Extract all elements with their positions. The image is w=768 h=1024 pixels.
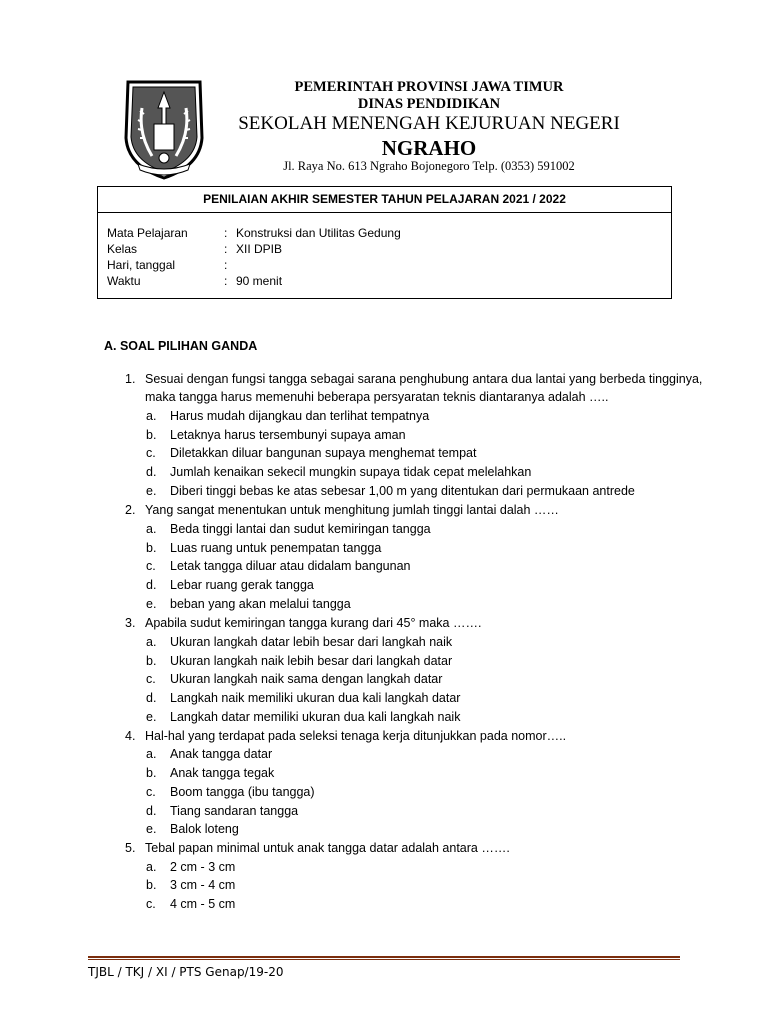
info-label: Kelas — [107, 242, 138, 256]
option-letter: a. — [146, 747, 157, 761]
question-number: 1. — [125, 372, 136, 386]
header-department: DINAS PENDIDIKAN — [357, 96, 501, 112]
question-number: 2. — [125, 503, 136, 517]
info-value: XII DPIB — [236, 242, 283, 256]
question-text: Yang sangat menentukan untuk menghitung jumlah tinggi lantai dalah …… — [145, 503, 559, 517]
option-text: Langkah datar memiliki ukuran dua kali langkah naik — [170, 710, 461, 724]
option-text: 2 cm - 3 cm — [170, 860, 236, 874]
option-letter: b. — [146, 766, 157, 780]
exam-info-box — [97, 186, 672, 299]
option-text: Ukuran langkah naik sama dengan langkah datar — [170, 672, 443, 686]
option-letter: a. — [146, 635, 157, 649]
info-label: Mata Pelajaran — [107, 226, 188, 240]
info-label: Hari, tanggal — [107, 258, 176, 272]
option-letter: c. — [146, 785, 156, 799]
option-letter: b. — [146, 428, 157, 442]
option-text: 3 cm - 4 cm — [170, 878, 236, 892]
option-text: Balok loteng — [170, 822, 239, 836]
question-text: Apabila sudut kemiringan tangga kurang dari 45° maka ……. — [145, 616, 482, 630]
option-text: Anak tangga datar — [170, 747, 273, 761]
option-text: Tiang sandaran tangga — [170, 804, 299, 818]
option-letter: b. — [146, 541, 157, 555]
option-text: beban yang akan melalui tangga — [170, 597, 351, 611]
option-letter: c. — [146, 672, 156, 686]
header-school-type: SEKOLAH MENENGAH KEJURUAN NEGERI — [238, 113, 620, 134]
option-letter: a. — [146, 409, 157, 423]
question-text-continued: maka tangga harus memenuhi beberapa persyaratan teknis diantaranya adalah ….. — [145, 390, 609, 404]
option-text: Langkah naik memiliki ukuran dua kali langkah datar — [170, 691, 461, 705]
option-text: Diletakkan diluar bangunan supaya menghemat tempat — [170, 446, 477, 460]
option-text: Beda tinggi lantai dan sudut kemiringan tangga — [170, 522, 431, 536]
question-number: 4. — [125, 729, 136, 743]
question-text: Hal-hal yang terdapat pada seleksi tenaga kerja ditunjukkan pada nomor….. — [145, 729, 567, 743]
footer-divider-thin — [88, 959, 680, 960]
option-text: Luas ruang untuk penempatan tangga — [170, 541, 382, 555]
option-letter: e. — [146, 597, 157, 611]
footer-text: TJBL / TKJ / XI / PTS Genap/19-20 — [88, 965, 284, 979]
info-colon: : — [224, 274, 228, 288]
question-text: Sesuai dengan fungsi tangga sebagai sarana penghubung antara dua lantai yang berbeda tingginya, — [145, 372, 703, 386]
option-letter: a. — [146, 860, 157, 874]
option-letter: e. — [146, 822, 157, 836]
option-letter: d. — [146, 804, 157, 818]
option-letter: e. — [146, 710, 157, 724]
option-text: Ukuran langkah naik lebih besar dari langkah datar — [170, 654, 453, 668]
option-letter: c. — [146, 559, 156, 573]
option-text: Boom tangga (ibu tangga) — [170, 785, 315, 799]
info-value: 90 menit — [236, 274, 283, 288]
header-address: Jl. Raya No. 613 Ngraho Bojonegoro Telp. (0353) 591002 — [283, 159, 575, 173]
header-government: PEMERINTAH PROVINSI JAWA TIMUR — [294, 79, 564, 95]
option-letter: a. — [146, 522, 157, 536]
jawa-timur-crest-icon — [122, 78, 206, 182]
question-number: 3. — [125, 616, 136, 630]
option-text: Harus mudah dijangkau dan terlihat tempatnya — [170, 409, 430, 423]
option-letter: d. — [146, 465, 157, 479]
question-text: Tebal papan minimal untuk anak tangga datar adalah antara ……. — [145, 841, 510, 855]
option-letter: b. — [146, 878, 157, 892]
option-text: Ukuran langkah datar lebih besar dari langkah naik — [170, 635, 453, 649]
info-colon: : — [224, 242, 228, 256]
exam-title: PENILAIAN AKHIR SEMESTER TAHUN PELAJARAN 2021 / 2022 — [98, 187, 671, 213]
footer-divider — [88, 956, 680, 958]
option-text: Letak tangga diluar atau didalam bangunan — [170, 559, 411, 573]
info-value: Konstruksi dan Utilitas Gedung — [236, 226, 401, 240]
header-school-name: NGRAHO — [381, 136, 477, 160]
option-text: Letaknya harus tersembunyi supaya aman — [170, 428, 406, 442]
info-label: Waktu — [107, 274, 141, 288]
info-colon: : — [224, 258, 228, 272]
option-text: 4 cm - 5 cm — [170, 897, 236, 911]
option-letter: e. — [146, 484, 157, 498]
option-text: Diberi tinggi bebas ke atas sebesar 1,00 m yang ditentukan dari permukaan antrede — [170, 484, 635, 498]
section-title: A. SOAL PILIHAN GANDA — [104, 339, 258, 353]
option-text: Anak tangga tegak — [170, 766, 275, 780]
info-colon: : — [224, 226, 228, 240]
option-text: Jumlah kenaikan sekecil mungkin supaya tidak cepat melelahkan — [170, 465, 532, 479]
question-number: 5. — [125, 841, 136, 855]
option-text: Lebar ruang gerak tangga — [170, 578, 314, 592]
option-letter: d. — [146, 578, 157, 592]
option-letter: c. — [146, 897, 156, 911]
option-letter: c. — [146, 446, 156, 460]
option-letter: b. — [146, 654, 157, 668]
option-letter: d. — [146, 691, 157, 705]
